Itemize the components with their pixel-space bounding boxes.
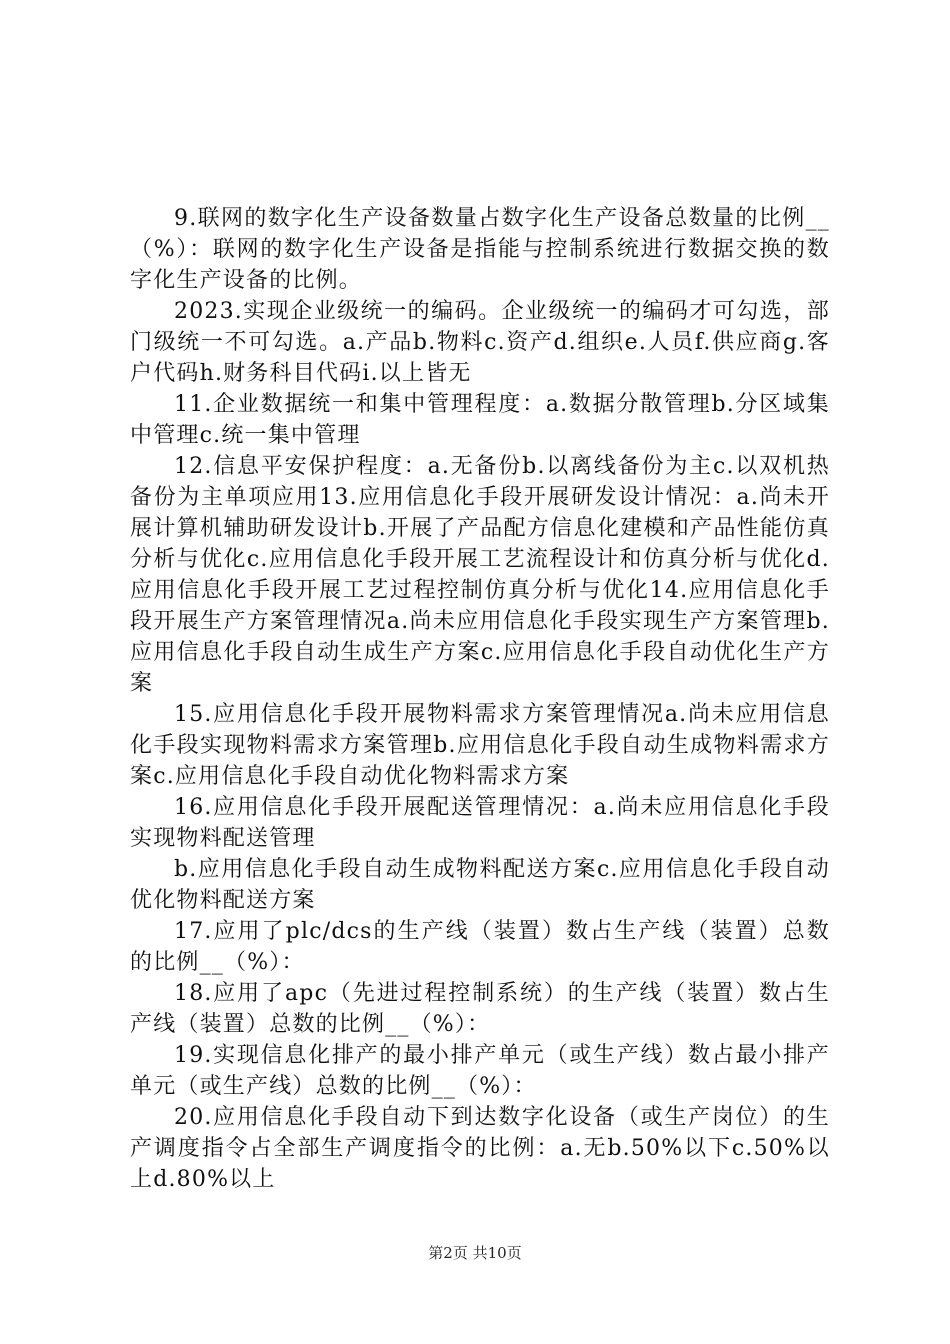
paragraph-item-20: 20.应用信息化手段自动下到达数字化设备（或生产岗位）的生产调度指令占全部生产调度指令的比例：a.无b.50%以下c.50%以上d.80%以上 (130, 1105, 830, 1192)
paragraph-item-9: 9.联网的数字化生产设备数量占数字化生产设备总数量的比例__（%）：联网的数字化生产设备是指能与控制系统进行数据交换的数字化生产设备的比例。 (130, 206, 830, 293)
paragraph-item-11: 11.企业数据统一和集中管理程度：a.数据分散管理b.分区域集中管理c.统一集中管理 (130, 392, 830, 448)
document-body (130, 203, 830, 1195)
page-footer: 第2页 共10页 (428, 1244, 522, 1262)
paragraph-item-17: 17.应用了plc/dcs的生产线（装置）数占生产线（装置）总数的比例__（%）： (130, 919, 830, 975)
paragraph-item-12: 12.信息平安保护程度：a.无备份b.以离线备份为主c.以双机热备份为主单项应用13.应用信息化手段开展研发设计情况：a.尚未开展计算机辅助研发设计b.开展了产品配方信息化建模和产品性能仿真分析与优化c.应用信息化手段开展工艺流程设计和仿真分析与优化d.应用信息化手段开展工艺过程控制仿真分析与优化14.应用信息化手段开展生产方案管理情况a.尚未应用信息化手段实现生产方案管理b.应用信息化手段自动生成生产方案c.应用信息化手段自动优化生产方案 (130, 454, 830, 696)
paragraph-item-18: 18.应用了apc（先进过程控制系统）的生产线（装置）数占生产线（装置）总数的比例__（%）： (130, 981, 830, 1037)
paragraph-item-10: 2023.实现企业级统一的编码。企业级统一的编码才可勾选，部门级统一不可勾选。a.产品b.物料c.资产d.组织e.人员f.供应商g.客户代码h.财务科目代码i.以上皆无 (130, 299, 830, 386)
paragraph-item-15: 15.应用信息化手段开展物料需求方案管理情况a.尚未应用信息化手段实现物料需求方案管理b.应用信息化手段自动生成物料需求方案c.应用信息化手段自动优化物料需求方案 (130, 702, 830, 789)
paragraph-item-16b: b.应用信息化手段自动生成物料配送方案c.应用信息化手段自动优化物料配送方案 (130, 857, 830, 913)
paragraph-item-16: 16.应用信息化手段开展配送管理情况：a.尚未应用信息化手段实现物料配送管理 (130, 795, 830, 851)
paragraph-item-19: 19.实现信息化排产的最小排产单元（或生产线）数占最小排产单元（或生产线）总数的比例__（%）： (130, 1043, 830, 1099)
